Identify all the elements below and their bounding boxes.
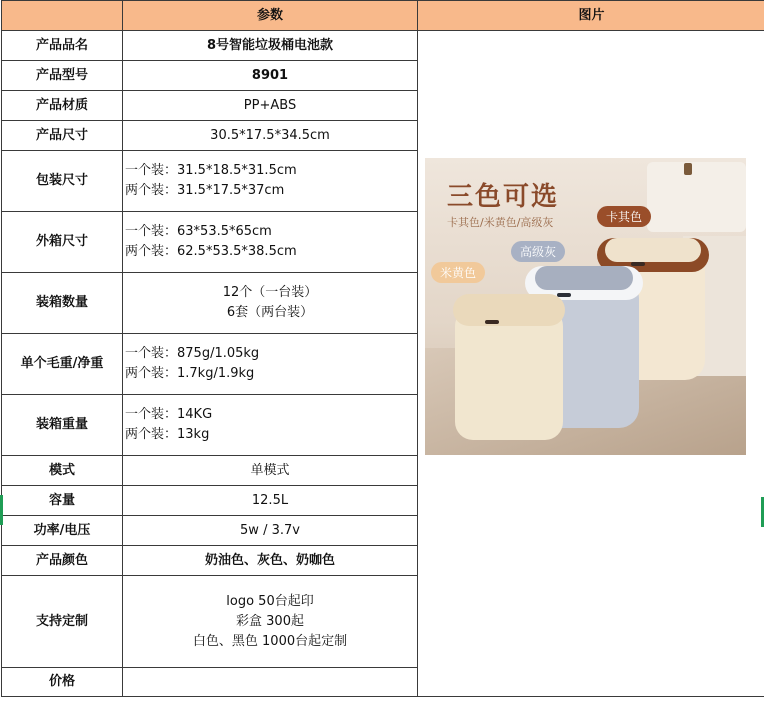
row-label: 装箱重量 xyxy=(2,395,123,456)
header-value-cell: 参数 xyxy=(123,1,418,31)
row-label: 产品品名 xyxy=(2,31,123,61)
picture-title: 三色可选 xyxy=(447,182,560,212)
row-label: 产品尺寸 xyxy=(2,121,123,151)
value-line: 一个装：875g/1.05kg xyxy=(125,346,260,361)
table-row xyxy=(2,31,764,61)
value-line: 一个装：31.5*18.5*31.5cm xyxy=(125,163,297,178)
value-line: 白色、黑色 1000台起定制 xyxy=(192,633,348,649)
row-label: 模式 xyxy=(2,456,123,486)
value-line: logo 50台起印 xyxy=(226,593,314,609)
value-line: 两个装：62.5*53.5*38.5cm xyxy=(125,244,297,259)
row-value: 单模式 xyxy=(123,456,418,486)
row-label: 外箱尺寸 xyxy=(2,212,123,273)
row-value xyxy=(123,395,418,456)
value-line: 一个装：14KG xyxy=(125,407,213,422)
row-value: 30.5*17.5*34.5cm xyxy=(123,121,418,151)
value-line: 两个装：31.5*17.5*37cm xyxy=(125,183,285,198)
row-label: 包装尺寸 xyxy=(2,151,123,212)
row-value xyxy=(123,668,418,697)
row-value xyxy=(123,576,418,668)
value-line: 12个（一台装） xyxy=(222,285,318,300)
value-line: 一个装：63*53.5*65cm xyxy=(125,224,272,239)
header-blank-cell xyxy=(2,1,123,31)
row-marker xyxy=(0,495,3,525)
row-label: 产品型号 xyxy=(2,61,123,91)
value-line: 6套（两台装） xyxy=(226,305,314,320)
color-tag-khaki: 卡其色 xyxy=(597,206,651,227)
row-value: 12.5L xyxy=(123,486,418,516)
row-value: 5w / 3.7v xyxy=(123,516,418,546)
picture-subtitle: 卡其色/米黄色/高级灰 xyxy=(447,216,554,229)
value-line: 两个装：1.7kg/1.9kg xyxy=(125,366,255,381)
row-value xyxy=(123,273,418,334)
row-value: 8901 xyxy=(123,61,418,91)
row-label: 价格 xyxy=(2,668,123,697)
row-label: 产品材质 xyxy=(2,91,123,121)
row-value xyxy=(123,212,418,273)
row-value xyxy=(123,151,418,212)
row-label: 功率/电压 xyxy=(2,516,123,546)
product-photo xyxy=(425,158,746,455)
row-label: 产品颜色 xyxy=(2,546,123,576)
header-row xyxy=(2,1,764,31)
row-value: PP+ABS xyxy=(123,91,418,121)
row-label: 单个毛重/净重 xyxy=(2,334,123,395)
row-label: 支持定制 xyxy=(2,576,123,668)
row-value xyxy=(123,334,418,395)
row-label: 容量 xyxy=(2,486,123,516)
row-value: 8号智能垃圾桶电池款 xyxy=(123,31,418,61)
color-tag-beige: 米黄色 xyxy=(431,262,485,283)
value-line: 彩盒 300起 xyxy=(236,613,304,629)
row-value: 奶油色、灰色、奶咖色 xyxy=(123,546,418,576)
color-tag-gray: 高级灰 xyxy=(511,241,565,262)
header-image-cell: 图片 xyxy=(418,1,764,31)
value-line: 两个装：13kg xyxy=(125,427,210,442)
row-label: 装箱数量 xyxy=(2,273,123,334)
